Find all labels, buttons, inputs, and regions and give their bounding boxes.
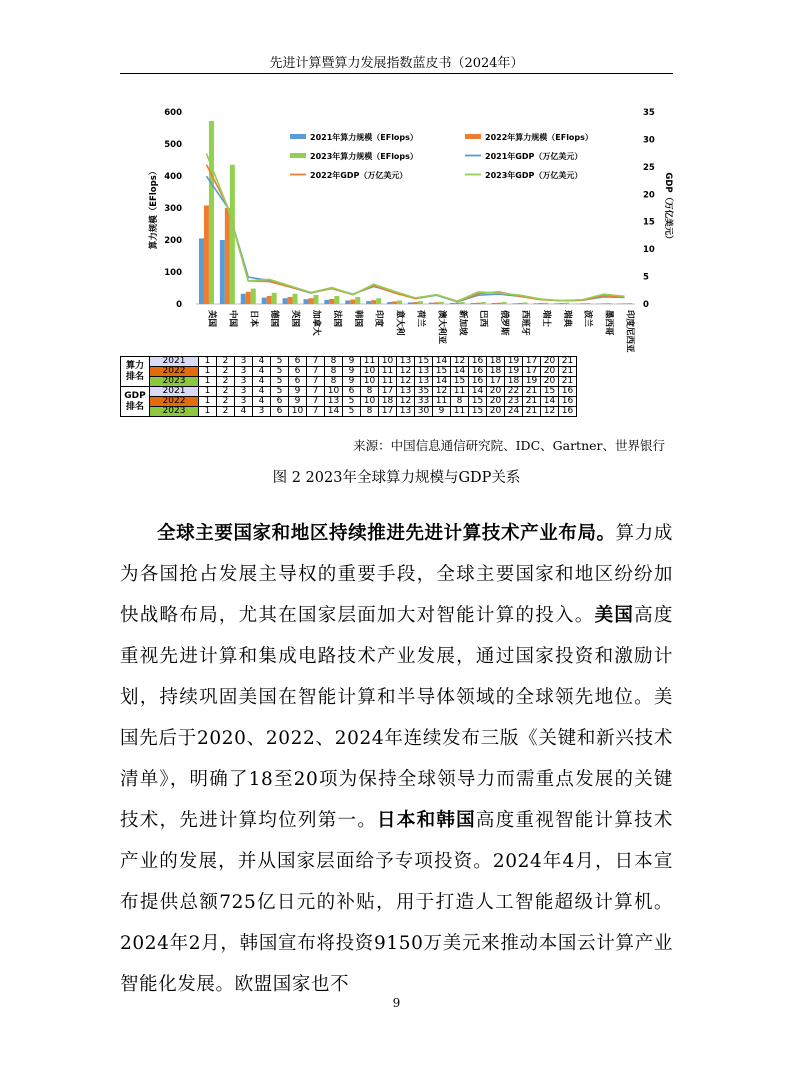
- rank-cell: 14: [325, 407, 343, 417]
- rank-cell: 14: [451, 367, 469, 377]
- bar-中国-1: [225, 208, 230, 304]
- bar-瑞典-0: [554, 303, 559, 304]
- bar-日本-0: [241, 294, 246, 304]
- rank-cell: 7: [307, 387, 325, 397]
- bar-意大利-1: [392, 301, 397, 304]
- bar-印度-1: [371, 300, 376, 304]
- keyword-usa: 美国: [594, 605, 635, 626]
- rank-cell: 11: [451, 407, 469, 417]
- rank-cell: 23: [505, 397, 523, 407]
- rank-cell: 9: [343, 357, 361, 367]
- category-label: 荷兰: [415, 310, 426, 328]
- category-label: 印度: [373, 310, 384, 328]
- category-label: 印度尼西亚: [624, 310, 635, 353]
- bar-波兰-2: [585, 303, 590, 304]
- rank-cell: 8: [325, 357, 343, 367]
- rank-cell: 16: [559, 407, 577, 417]
- rank-cell: 16: [469, 367, 487, 377]
- rank-cell: 17: [487, 377, 505, 387]
- rank-cell: 2: [217, 397, 235, 407]
- rank-cell: 5: [271, 367, 289, 377]
- category-label: 加拿大: [310, 310, 321, 336]
- rank-cell: 9: [343, 377, 361, 387]
- computing-gdp-chart: [140, 98, 685, 356]
- rank-cell: 20: [487, 387, 505, 397]
- rank-row: [121, 367, 577, 377]
- rank-cell: 10: [361, 397, 379, 407]
- rank-cell: 3: [235, 397, 253, 407]
- y-right-tick-label: 20: [643, 190, 655, 201]
- bar-日本-1: [246, 292, 251, 304]
- rank-group-label-line: GDP: [124, 390, 146, 401]
- rank-cell: 19: [523, 377, 541, 387]
- y-right-tick-label: 30: [643, 135, 655, 146]
- y-left-tick-label: 400: [164, 172, 182, 182]
- rank-cell: 12: [397, 397, 415, 407]
- rank-cell: 15: [451, 377, 469, 387]
- rank-cell: 11: [379, 377, 397, 387]
- category-label: 日本: [248, 310, 259, 328]
- rank-cell: 13: [397, 357, 415, 367]
- bar-新加坡-2: [460, 302, 465, 304]
- rank-cell: 10: [379, 357, 397, 367]
- bar-法国-0: [324, 300, 329, 304]
- rank-cell: 4: [253, 387, 271, 397]
- sentence: 高度重视先进计算和集成电路技术产业发展，通过国家投资和激励计划，持续巩固美国在智能计算和半导体领域的全球领先地位。美国先后于2020、2022、2024年连续发布三版《关键和新兴技术清单》，明确了18至20项为保持全球领导力而需重点发展的关键技术，先进计算均位列第一。: [120, 605, 674, 831]
- category-label: 英国: [290, 310, 301, 328]
- rank-cell: 9: [289, 397, 307, 407]
- bar-瑞士-0: [533, 303, 538, 304]
- bar-日本-2: [251, 289, 256, 304]
- rank-cell: 21: [559, 367, 577, 377]
- bar-印度-2: [376, 298, 381, 304]
- rank-cell: 7: [307, 367, 325, 377]
- page-number: 9: [392, 996, 401, 1010]
- bar-瑞士-2: [543, 303, 548, 304]
- rank-cell: 16: [469, 377, 487, 387]
- rank-cell: 19: [505, 357, 523, 367]
- bar-澳大利亚-0: [429, 303, 434, 304]
- rank-cell: 10: [361, 367, 379, 377]
- rank-cell: 14: [469, 387, 487, 397]
- bar-韩国-1: [350, 300, 355, 304]
- bar-荷兰-1: [413, 302, 418, 304]
- rank-cell: 17: [523, 357, 541, 367]
- rank-cell: 1: [199, 407, 217, 417]
- y-right-tick-label: 10: [643, 245, 655, 256]
- rank-row: [121, 407, 577, 417]
- rank-cell: 1: [199, 377, 217, 387]
- bar-中国-0: [220, 240, 225, 304]
- rank-cell: 9: [433, 407, 451, 417]
- rank-cell: 15: [415, 357, 433, 367]
- category-label: 澳大利亚: [436, 310, 447, 345]
- rank-cell: 16: [559, 387, 577, 397]
- rank-cell: 20: [541, 367, 559, 377]
- rank-year-cell: 2021: [150, 357, 199, 367]
- rank-year-cell: 2022: [150, 397, 199, 407]
- rank-cell: 7: [307, 377, 325, 387]
- rank-cell: 2: [217, 367, 235, 377]
- rank-group-label-line: 排名: [125, 371, 144, 382]
- chart-legend: [290, 132, 593, 180]
- bar-德国-0: [262, 298, 267, 304]
- category-label: 中国: [227, 310, 238, 328]
- gdp-line-series-1: [206, 165, 624, 302]
- rank-year-cell: 2023: [150, 377, 199, 387]
- rank-cell: 5: [271, 377, 289, 387]
- bar-加拿大-2: [313, 295, 318, 304]
- rank-cell: 3: [235, 377, 253, 387]
- rank-cell: 15: [469, 397, 487, 407]
- rank-cell: 19: [505, 367, 523, 377]
- rank-cell: 6: [289, 357, 307, 367]
- rank-cell: 5: [343, 407, 361, 417]
- rank-cell: 2: [217, 357, 235, 367]
- rank-cell: 12: [397, 367, 415, 377]
- legend-swatch: [465, 134, 481, 139]
- rank-cell: 17: [379, 407, 397, 417]
- rank-cell: 1: [199, 367, 217, 377]
- body-paragraph: [120, 513, 673, 1005]
- rank-cell: 11: [361, 357, 379, 367]
- y-left-tick-label: 0: [176, 300, 182, 310]
- bar-法国-2: [334, 296, 339, 304]
- rank-group-label-line: 算力: [125, 360, 144, 371]
- rank-cell: 3: [235, 357, 253, 367]
- rank-cell: 24: [505, 407, 523, 417]
- rank-cell: 13: [397, 407, 415, 417]
- rank-cell: 18: [505, 377, 523, 387]
- bar-韩国-2: [355, 297, 360, 304]
- bar-英国-1: [288, 297, 293, 304]
- rank-year-cell: 2021: [150, 387, 199, 397]
- bar-澳大利亚-2: [439, 302, 444, 304]
- rank-cell: 10: [325, 387, 343, 397]
- chart-category-labels: [206, 309, 635, 353]
- rank-cell: 21: [559, 377, 577, 387]
- rank-cell: 12: [397, 377, 415, 387]
- rank-cell: 16: [469, 357, 487, 367]
- bar-美国-0: [199, 238, 204, 304]
- rank-cell: 1: [199, 387, 217, 397]
- rank-cell: 1: [199, 397, 217, 407]
- category-label: 美国: [206, 310, 217, 328]
- y-left-axis-title: 算力规模（EFlops）: [149, 166, 159, 250]
- bar-德国-2: [272, 293, 277, 304]
- bar-法国-1: [329, 299, 334, 304]
- rank-cell: 3: [253, 407, 271, 417]
- rank-cell: 20: [487, 407, 505, 417]
- rank-cell: 11: [451, 387, 469, 397]
- y-right-axis-title: GDP（万亿美元）: [663, 172, 673, 244]
- rank-cell: 17: [379, 387, 397, 397]
- y-right-tick-label: 0: [643, 300, 649, 310]
- rank-group-label-line: 排名: [125, 401, 144, 412]
- rank-cell: 30: [415, 407, 433, 417]
- rank-cell: 21: [523, 407, 541, 417]
- category-label: 德国: [269, 310, 280, 328]
- category-label: 波兰: [582, 310, 593, 328]
- rank-cell: 8: [361, 407, 379, 417]
- rank-cell: 18: [379, 397, 397, 407]
- rank-cell: 6: [289, 377, 307, 387]
- bar-印度尼西亚-2: [627, 303, 632, 304]
- legend-label: 2023年GDP（万亿美元）: [485, 171, 583, 180]
- bar-中国-2: [230, 165, 235, 304]
- rank-cell: 7: [307, 357, 325, 367]
- category-label: 法国: [331, 310, 342, 328]
- bar-德国-1: [267, 296, 272, 304]
- rank-cell: 15: [433, 367, 451, 377]
- rank-cell: 20: [487, 397, 505, 407]
- rank-cell: 7: [307, 397, 325, 407]
- rank-cell: 10: [361, 377, 379, 387]
- legend-label: 2022年算力规模（EFlops）: [485, 133, 593, 142]
- bar-美国-1: [204, 205, 209, 304]
- rank-group-label: [121, 357, 150, 387]
- bar-西班牙-2: [523, 302, 528, 304]
- rank-cell: 18: [487, 367, 505, 377]
- y-right-tick-label: 15: [643, 217, 655, 228]
- rank-cell: 6: [289, 367, 307, 377]
- figure-caption: 图 2 2023年全球算力规模与GDP关系: [272, 470, 521, 486]
- rank-cell: 9: [343, 367, 361, 377]
- bar-印度-0: [366, 301, 371, 304]
- bar-墨西哥-2: [606, 303, 611, 304]
- bar-新加坡-1: [455, 303, 460, 304]
- chart-bars: [199, 121, 632, 304]
- legend-label: 2021年算力规模（EFlops）: [310, 133, 418, 142]
- bar-墨西哥-1: [601, 303, 606, 304]
- legend-label: 2021年GDP（万亿美元）: [485, 152, 583, 161]
- bar-西班牙-0: [513, 303, 518, 304]
- rank-cell: 4: [253, 357, 271, 367]
- rank-cell: 20: [541, 377, 559, 387]
- rank-cell: 5: [271, 357, 289, 367]
- category-label: 西班牙: [520, 310, 531, 336]
- rank-cell: 21: [523, 397, 541, 407]
- rank-cell: 8: [451, 397, 469, 407]
- rank-cell: 12: [541, 407, 559, 417]
- bar-意大利-2: [397, 300, 402, 304]
- bar-美国-2: [209, 121, 214, 304]
- rank-cell: 12: [451, 357, 469, 367]
- rank-cell: 16: [559, 397, 577, 407]
- bar-波兰-1: [580, 303, 585, 304]
- category-label: 意大利: [394, 310, 405, 336]
- category-label: 瑞典: [561, 310, 572, 328]
- rank-cell: 13: [397, 387, 415, 397]
- rank-cell: 18: [487, 357, 505, 367]
- rank-cell: 20: [541, 357, 559, 367]
- rank-cell: 35: [415, 387, 433, 397]
- bar-西班牙-1: [518, 303, 523, 304]
- y-left-tick-label: 200: [164, 236, 182, 246]
- category-label: 瑞士: [540, 310, 551, 328]
- rank-cell: 2: [217, 407, 235, 417]
- rank-cell: 7: [307, 407, 325, 417]
- rank-cell: 8: [325, 377, 343, 387]
- figure-source: 来源：中国信息通信研究院、IDC、Gartner、世界银行: [353, 438, 665, 453]
- rank-row: [121, 397, 577, 407]
- running-header: 先进计算暨算力发展指数蓝皮书（2024年）: [269, 56, 524, 71]
- bar-印度尼西亚-1: [622, 303, 627, 304]
- rank-cell: 21: [523, 387, 541, 397]
- rank-group-label: [121, 387, 150, 417]
- bar-瑞典-2: [564, 303, 569, 304]
- sentence: 高度重视智能计算技术产业的发展，并从国家层面给予专项投资。2024年4月，日本宣布提供总额725亿日元的补贴，用于打造人工智能超级计算机。2024年2月，韩国宣布将投资9150万美元来推动本国云计算产业智能化发展。欧盟国家也不: [120, 810, 673, 995]
- y-right-tick-label: 5: [643, 272, 649, 283]
- ranking-table: [120, 356, 577, 417]
- rank-cell: 13: [415, 377, 433, 387]
- rank-cell: 5: [343, 397, 361, 407]
- bar-巴西-2: [481, 302, 486, 304]
- rank-cell: 6: [271, 397, 289, 407]
- rank-cell: 17: [523, 367, 541, 377]
- bar-巴西-0: [471, 303, 476, 304]
- rank-cell: 11: [379, 367, 397, 377]
- rank-cell: 13: [415, 367, 433, 377]
- y-right-tick-label: 35: [643, 108, 655, 118]
- bar-意大利-0: [387, 302, 392, 304]
- rank-year-cell: 2023: [150, 407, 199, 417]
- rank-cell: 4: [235, 407, 253, 417]
- rank-year-cell: 2022: [150, 367, 199, 377]
- bar-荷兰-2: [418, 301, 423, 304]
- rank-row: [121, 357, 577, 367]
- bar-韩国-0: [345, 300, 350, 304]
- rank-cell: 2: [217, 387, 235, 397]
- bar-俄罗斯-1: [497, 303, 502, 304]
- rank-cell: 6: [271, 407, 289, 417]
- bar-英国-2: [293, 294, 298, 304]
- y-left-tick-label: 100: [164, 268, 182, 278]
- rank-cell: 14: [433, 357, 451, 367]
- bar-加拿大-0: [303, 299, 308, 304]
- rank-row: [121, 377, 577, 387]
- rank-cell: 9: [289, 387, 307, 397]
- y-right-tick-label: 25: [643, 162, 655, 173]
- keyword-japan-korea: 日本和韩国: [377, 810, 476, 831]
- rank-cell: 12: [433, 387, 451, 397]
- bar-俄罗斯-0: [492, 303, 497, 304]
- sentence: 算力成为各国抢占发展主导权的重要手段，全球主要国家和地区纷纷加快战略布局，尤其在国家层面加大对智能计算的投入。: [120, 523, 673, 626]
- rank-cell: 21: [559, 357, 577, 367]
- rank-cell: 3: [235, 387, 253, 397]
- rank-cell: 10: [289, 407, 307, 417]
- bar-英国-0: [283, 298, 288, 304]
- rank-cell: 4: [253, 397, 271, 407]
- rank-cell: 4: [253, 377, 271, 387]
- rank-cell: 33: [415, 397, 433, 407]
- bar-新加坡-0: [450, 303, 455, 304]
- rank-cell: 15: [541, 387, 559, 397]
- gdp-line-series-0: [206, 176, 624, 302]
- bar-荷兰-0: [408, 302, 413, 304]
- bar-加拿大-1: [308, 298, 313, 304]
- rank-cell: 8: [325, 367, 343, 377]
- bar-俄罗斯-2: [502, 302, 507, 304]
- header-rule: [120, 73, 673, 74]
- legend-label: 2023年算力规模（EFlops）: [310, 152, 418, 161]
- y-left-tick-label: 600: [164, 108, 182, 118]
- rank-row: [121, 387, 577, 397]
- rank-cell: 4: [253, 367, 271, 377]
- category-label: 俄罗斯: [499, 310, 510, 336]
- rank-cell: 15: [469, 407, 487, 417]
- rank-cell: 14: [433, 377, 451, 387]
- legend-swatch: [290, 134, 306, 139]
- legend-swatch: [290, 153, 306, 158]
- rank-cell: 14: [541, 397, 559, 407]
- bar-瑞士-1: [538, 303, 543, 304]
- legend-label: 2022年GDP（万亿美元）: [310, 171, 408, 180]
- y-left-tick-label: 300: [164, 204, 182, 214]
- bar-巴西-1: [476, 303, 481, 304]
- rank-cell: 3: [235, 367, 253, 377]
- rank-cell: 1: [199, 357, 217, 367]
- rank-cell: 11: [433, 397, 451, 407]
- bar-澳大利亚-1: [434, 302, 439, 304]
- category-label: 墨西哥: [603, 310, 614, 336]
- rank-cell: 22: [505, 387, 523, 397]
- rank-cell: 2: [217, 377, 235, 387]
- category-label: 巴西: [478, 310, 489, 328]
- category-label: 韩国: [352, 310, 363, 328]
- bar-瑞典-1: [559, 303, 564, 304]
- lead-sentence: 全球主要国家和地区持续推进先进计算技术产业布局。: [157, 523, 616, 544]
- rank-cell: 5: [271, 387, 289, 397]
- rank-cell: 13: [325, 397, 343, 407]
- rank-cell: 6: [343, 387, 361, 397]
- y-left-tick-label: 500: [164, 140, 182, 150]
- rank-cell: 8: [361, 387, 379, 397]
- category-label: 新加坡: [457, 310, 468, 336]
